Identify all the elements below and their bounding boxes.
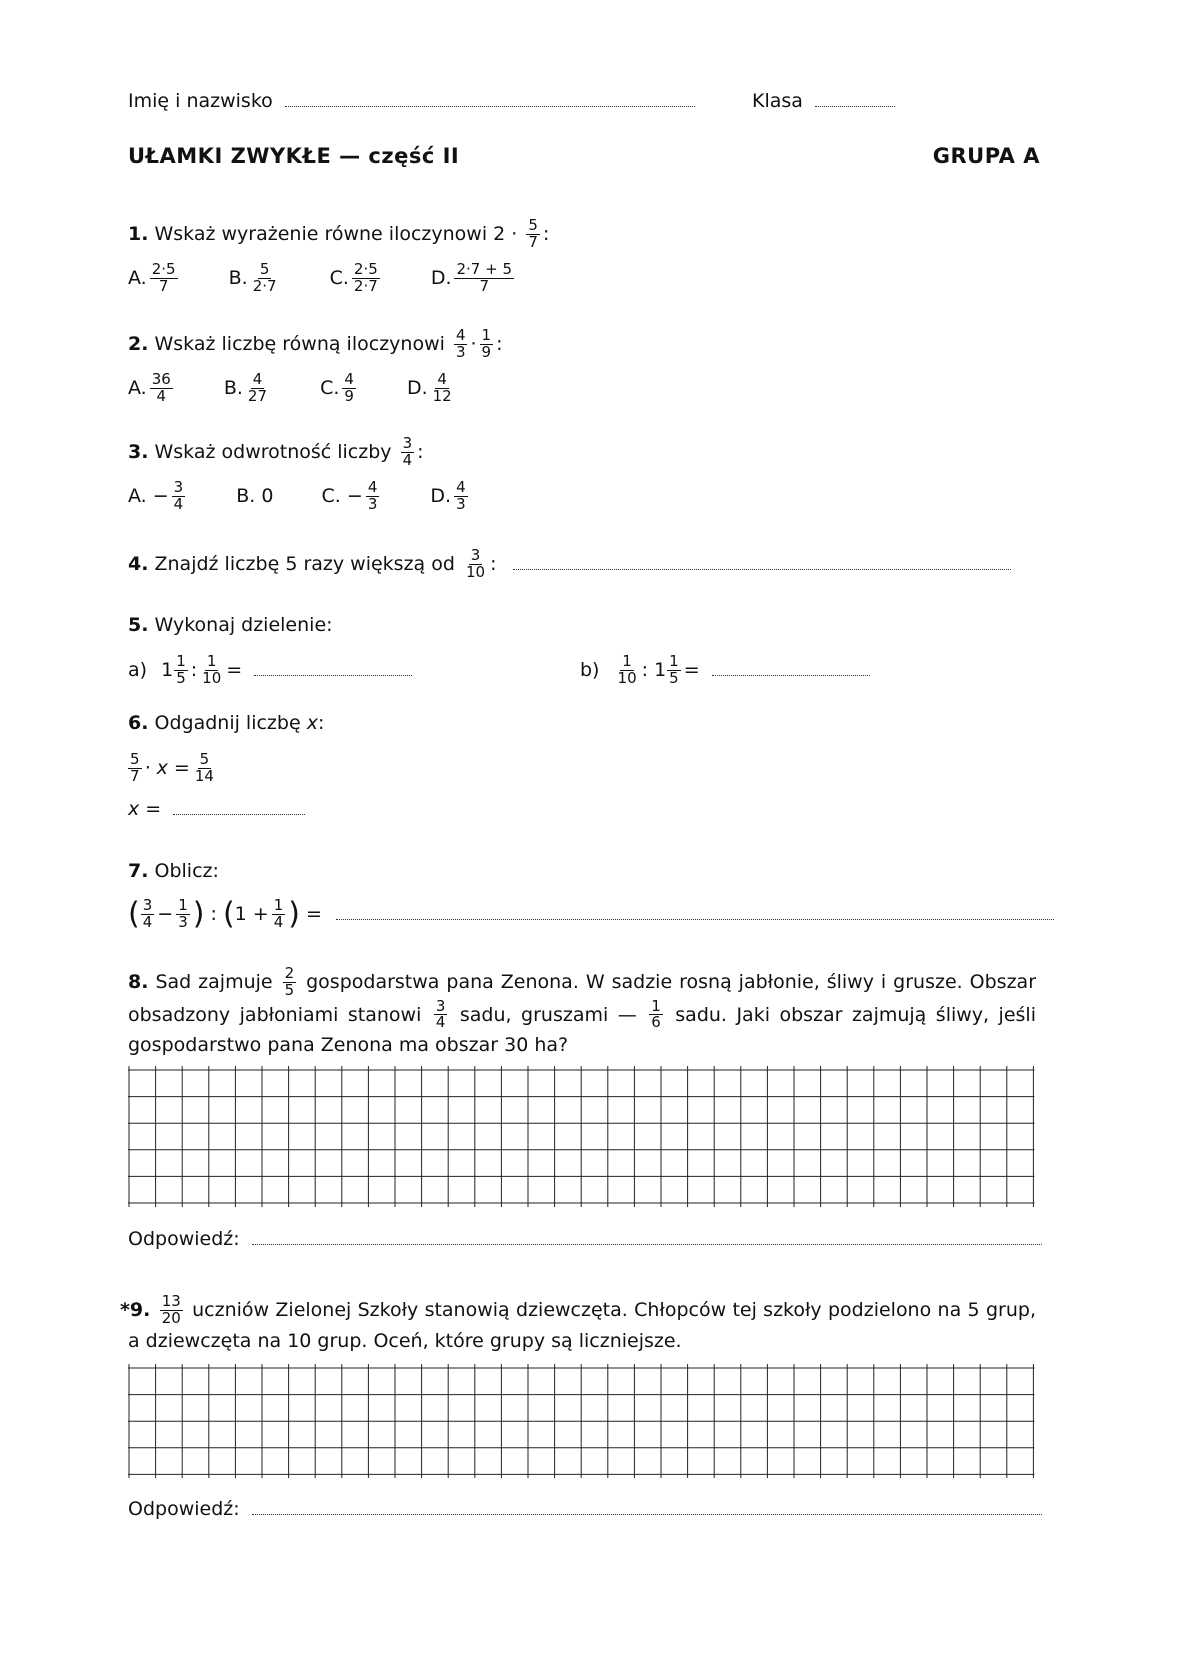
option-a[interactable]: A. $\frac{2\cdot 5}{7}$ [128,260,176,295]
name-field-row [128,90,695,112]
option-d[interactable]: D. $\frac{2\cdot 7 + 5}{7}$ [430,260,512,295]
question-number: *9. [120,1298,151,1321]
q6-equation: $\frac{5}{7}$ · x = $\frac{5}{14}$ [130,750,214,785]
name-input[interactable] [285,92,695,107]
answer-label: Odpowiedź: [128,1498,240,1520]
q8-answer-input[interactable] [252,1230,1042,1245]
q4-answer-input[interactable] [513,555,1011,570]
question-text: Wskaż odwrotność liczby [154,440,392,463]
q6-answer-row [128,798,305,820]
question-4: 4. Znajdź liczbę 5 razy większą od $\frac{3}{10}$ : [128,548,1011,581]
variable: x [306,712,318,734]
q9-answer-row [128,1498,1042,1520]
q7-answer-input[interactable] [336,905,1054,920]
q5a-answer-input[interactable] [254,661,412,676]
answer-grid-q8[interactable] [128,1066,1042,1208]
q3-options [128,480,513,513]
group-label: GRUPA A [932,144,1040,168]
question-5 [128,614,333,636]
option-b[interactable]: B. $\frac{4}{27}$ [223,370,268,405]
q6-answer-input[interactable] [173,800,305,815]
question-8: 8. Sad zajmuje $\frac{2}{5}$ gospodarstwa pana Zenona. W sadzie rosną jabłonie, śliwy i grusze. Obszar obsadzony jabłoniami stanowi $\frac{3}{4}$ sadu, gruszami — $\frac{1}{6}$ sadu. Jaki obszar zajmują śliwy, jeśli gospodarstwo pana Zenona ma obszar 30 ha? [128,964,1037,1056]
question-2: 2. Wskaż liczbę równą iloczynowi $\frac{4}{3}$ · $\frac{1}{9}$ : [128,326,503,361]
q2-options [128,372,499,405]
question-9: *9. $\frac{13}{20}$ uczniów Zielonej Szkoły stanowią dziewczęta. Chłopców tej szkoły podzielono na 5 grup, a dziewczęta na 10 grup. Oceń, które grupy są liczniejsze. [120,1292,1036,1352]
option-a[interactable]: A. $\frac{36}{4}$ [128,370,171,405]
fraction: $\frac{1}{9}$ [481,326,492,361]
answer-label: Odpowiedź: [128,1228,240,1250]
answer-label: x = [128,798,162,820]
question-1: 1. Wskaż wyrażenie równe iloczynowi 2 · $\frac{5}{7}$ : [128,216,550,251]
q5-part-a: a) 1 $\frac{1}{5}$ : $\frac{1}{10}$ = [128,654,412,687]
option-a[interactable]: A. − $\frac{3}{4}$ [128,478,184,513]
q5-part-b: b) $\frac{1}{10}$ : 1 $\frac{1}{5}$ = [580,654,870,687]
fraction: $\frac{5}{7}$ [528,216,538,251]
question-text: Odgadnij liczbę [154,712,301,734]
class-field-row [752,90,895,112]
answer-grid-q9[interactable] [128,1364,1042,1478]
question-text: Oblicz: [154,860,219,882]
class-input[interactable] [815,92,895,107]
class-label: Klasa [752,90,803,112]
option-d[interactable]: D. $\frac{4}{12}$ [406,370,452,405]
question-3: 3. Wskaż odwrotność liczby $\frac{3}{4}$ : [128,434,424,469]
name-label: Imię i nazwisko [128,90,273,112]
question-text: Wskaż wyrażenie równe iloczynowi [154,222,488,245]
question-text: Wykonaj dzielenie: [154,614,333,636]
question-number: 5. [128,614,149,636]
q8-answer-row [128,1228,1042,1250]
part-label: a) [128,658,148,681]
fraction: $\frac{3}{10}$ [465,546,486,581]
q7-expression: ( $\frac{3}{4}$ − $\frac{1}{3}$ ) : (1 + $\frac{1}{4}$ ) = [128,898,1054,931]
q5b-answer-input[interactable] [712,661,870,676]
question-6: 6. Odgadnij liczbę x: [128,712,325,734]
q1-options [128,262,559,295]
question-number: 1. [128,222,149,245]
expr-factor: 2 · [493,222,518,245]
option-d[interactable]: D. $\frac{4}{3}$ [430,478,466,513]
question-number: 6. [128,712,149,734]
question-number: 4. [128,552,149,575]
option-c[interactable]: C. $\frac{2\cdot 5}{2\cdot 7}$ [329,260,378,295]
q9-answer-input[interactable] [252,1500,1042,1515]
option-c[interactable]: C. − $\frac{4}{3}$ [321,478,378,513]
question-7 [128,860,219,882]
page-title: UŁAMKI ZWYKŁE — część II [128,144,460,168]
part-label: b) [580,658,600,681]
option-c[interactable]: C. $\frac{4}{9}$ [320,370,354,405]
question-text: Znajdź liczbę 5 razy większą od [154,552,455,575]
fraction: $\frac{4}{3}$ [455,326,466,361]
question-number: 8. [128,970,149,993]
option-b[interactable]: B. 0 [236,484,274,507]
fraction: $\frac{3}{4}$ [402,434,413,469]
question-number: 3. [128,440,149,463]
option-b[interactable]: B. $\frac{5}{2\cdot 7}$ [228,260,277,295]
question-number: 7. [128,860,149,882]
question-number: 2. [128,332,149,355]
question-text: Wskaż liczbę równą iloczynowi [154,332,445,355]
